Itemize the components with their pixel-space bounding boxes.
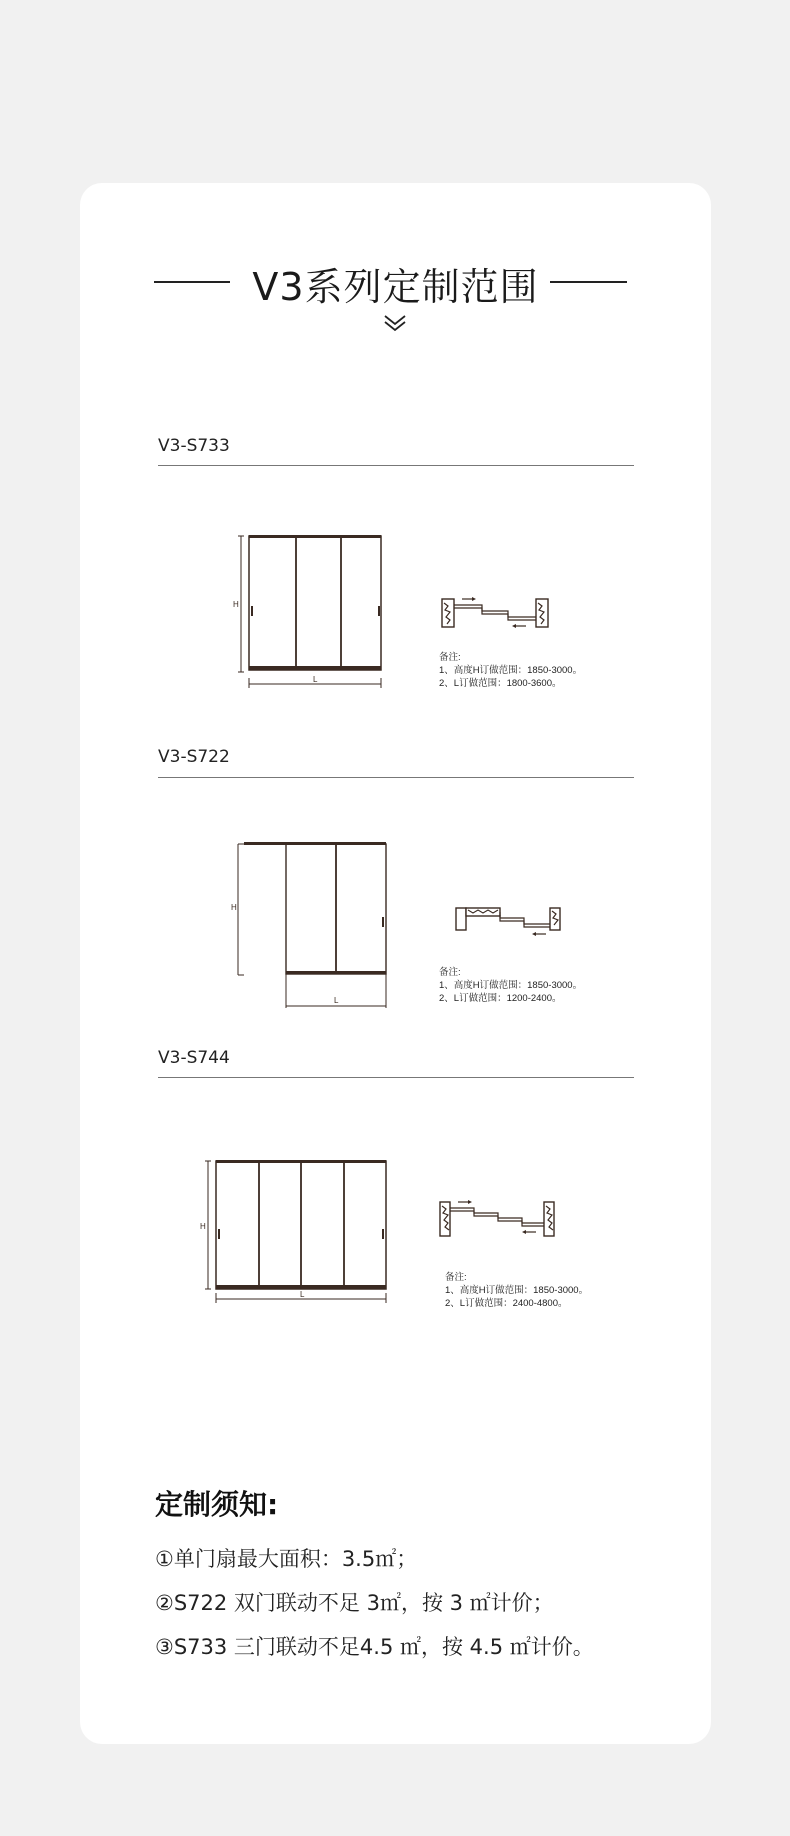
page-title: V3系列定制范围 (252, 265, 539, 309)
notice-item: ①单门扇最大面积：3.5㎡； (155, 1547, 418, 1571)
length-dim-label: L (300, 1290, 305, 1299)
height-dim-label: H (233, 600, 239, 609)
door-elevation-s733 (233, 532, 385, 690)
height-dim-label: H (231, 903, 237, 912)
height-dim-label: H (200, 1222, 206, 1231)
notice-item: ②S722 双门联动不足 3㎡，按 3 ㎡计价； (155, 1591, 554, 1615)
section-rule (158, 1077, 634, 1078)
length-dim-label: L (334, 996, 339, 1005)
notice-item: ③S733 三门联动不足4.5 ㎡，按 4.5 ㎡计价。 (155, 1635, 594, 1659)
track-plan-s722 (454, 898, 564, 938)
section-label-s722: V3-S722 (158, 747, 230, 767)
content-card (80, 183, 711, 1744)
track-plan-s733 (440, 591, 550, 631)
section-rule (158, 465, 634, 466)
section-rule (158, 777, 634, 778)
door-elevation-s744 (200, 1159, 390, 1309)
length-dim-label: L (313, 675, 318, 684)
notice-title: 定制须知: (155, 1488, 279, 1521)
track-plan-s744 (438, 1196, 558, 1242)
spec-notes: 备注: 1、高度H订做范围：1850-3000。 2、L订做范围：1200-2400。 (439, 967, 583, 1004)
section-label-s744: V3-S744 (158, 1048, 230, 1068)
spec-notes: 备注: 1、高度H订做范围：1850-3000。 2、L订做范围：1800-3600。 (439, 652, 583, 689)
section-label-s733: V3-S733 (158, 436, 230, 456)
chevron-double-down-icon (382, 313, 408, 333)
spec-notes: 备注: 1、高度H订做范围：1850-3000。 2、L订做范围：2400-4800。 (445, 1272, 589, 1309)
door-elevation-s722 (230, 840, 390, 1010)
